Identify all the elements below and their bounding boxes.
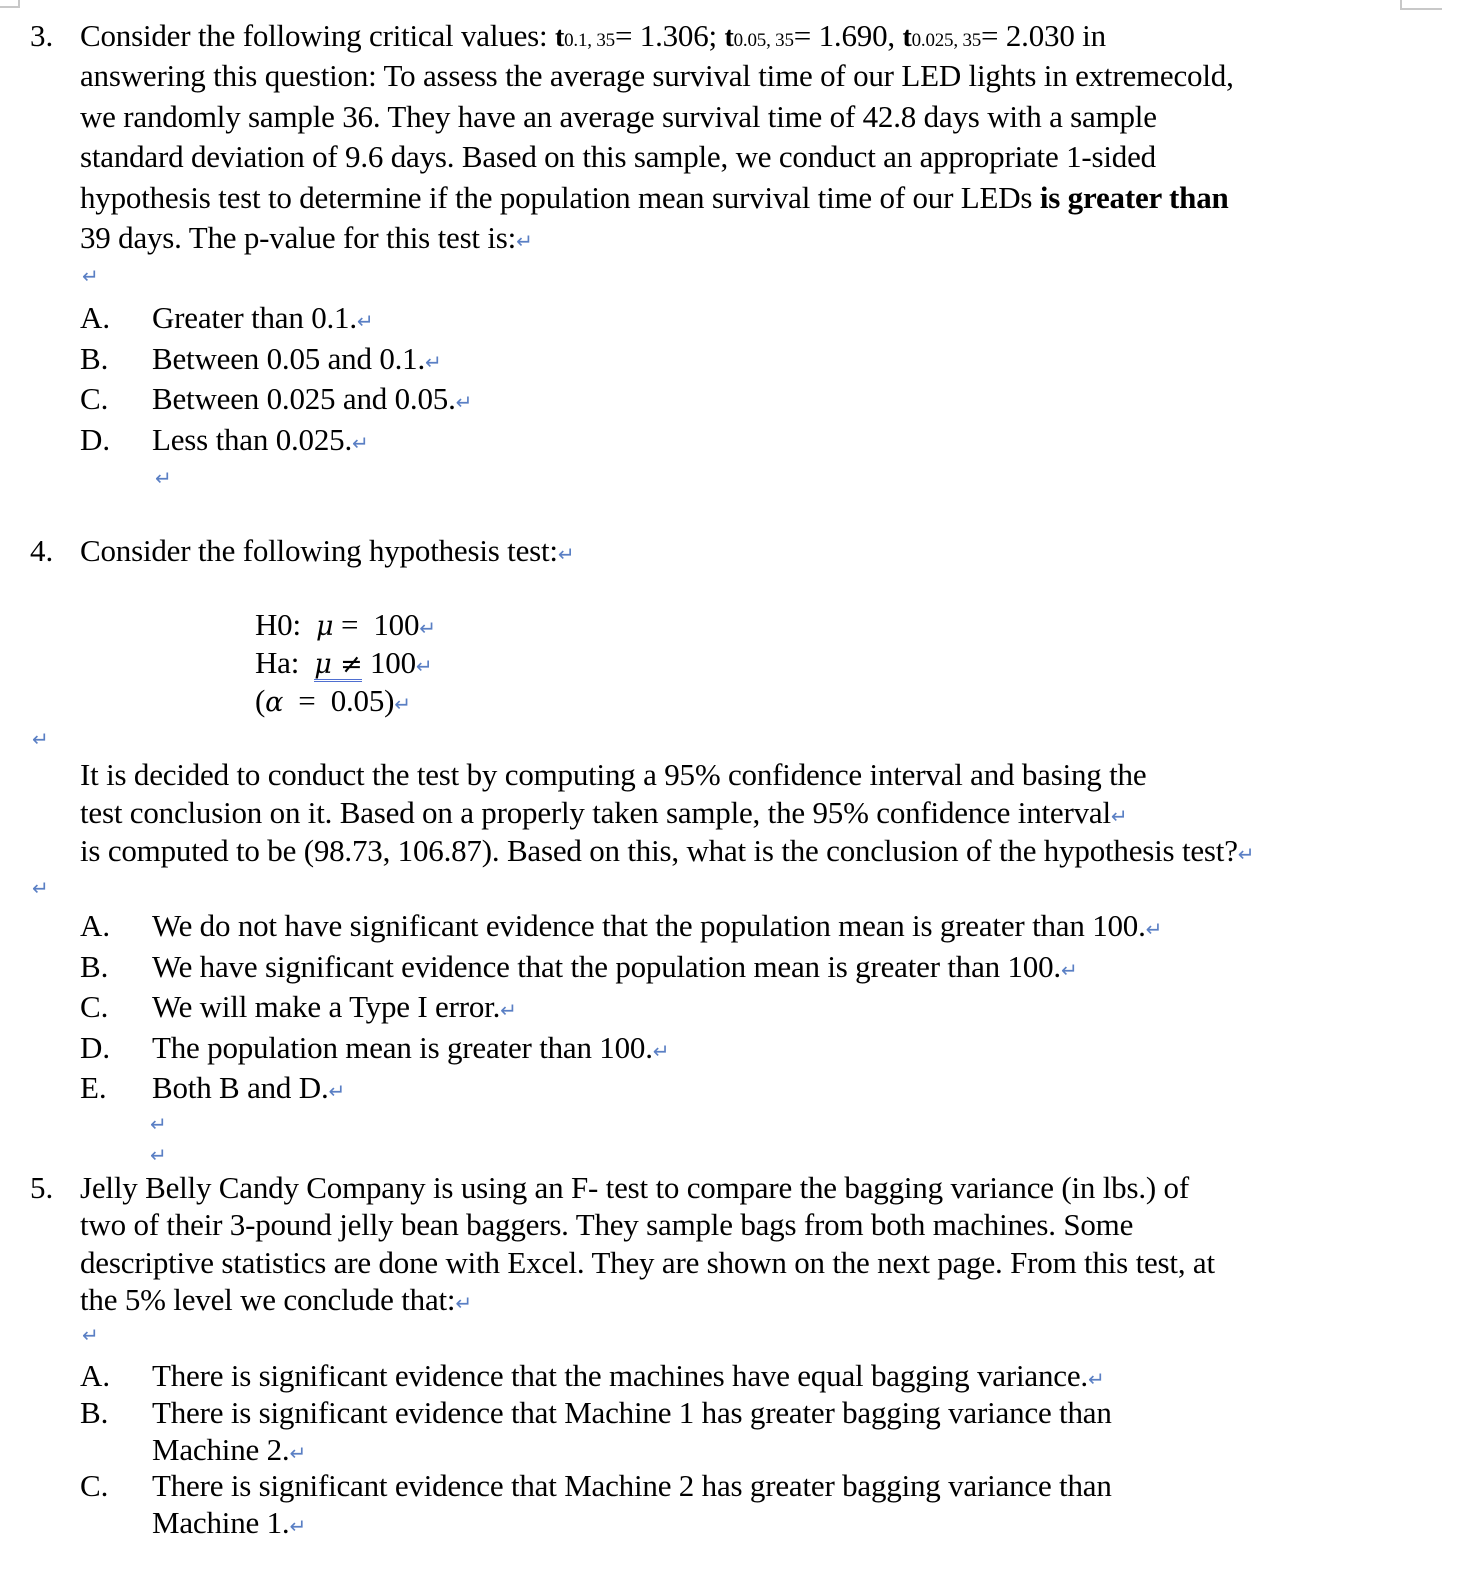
- paragraph-mark-icon: ↵: [1237, 842, 1255, 866]
- question-5-line-2: two of their 3-pound jelly bean baggers. They sample bags from both machines. Some: [80, 1207, 1134, 1242]
- question-3-option-a-letter: A.: [80, 300, 111, 335]
- paragraph-mark-icon: ↵: [425, 350, 442, 374]
- question-3-option-b-letter: B.: [80, 341, 109, 376]
- question-4-intro: Consider the following hypothesis test:↵: [80, 533, 575, 568]
- paragraph-mark-icon: ↵: [394, 692, 411, 716]
- question-4-paragraph-line-2: test conclusion on it. Based on a properly taken sample, the 95% confidence interval↵: [80, 795, 1128, 830]
- question-3-line-5: hypothesis test to determine if the population mean survival time of our LEDs is greater than: [80, 180, 1229, 215]
- question-4-option-b-letter: B.: [80, 949, 109, 984]
- question-4-option-e: Both B and D.↵: [152, 1070, 346, 1105]
- paragraph-mark-icon: ↵: [557, 542, 575, 566]
- paragraph-mark-icon: ↵: [352, 431, 369, 455]
- paragraph-mark-icon: ↵: [82, 264, 99, 288]
- paragraph-mark-icon: ↵: [652, 1039, 670, 1063]
- spellcheck-underline: μ ≠: [314, 649, 363, 680]
- paragraph-mark-icon: ↵: [1145, 917, 1163, 941]
- question-5-line-4: the 5% level we conclude that:↵: [80, 1282, 472, 1317]
- question-3-number: 3.: [30, 18, 54, 53]
- question-3-option-c: Between 0.025 and 0.05.↵: [152, 381, 473, 416]
- null-hypothesis: H0: μ = 100↵: [255, 607, 436, 642]
- question-3-option-a: Greater than 0.1.↵: [152, 300, 374, 335]
- question-4-paragraph-line-1: It is decided to conduct the test by computing a 95% confidence interval and basing the: [80, 757, 1147, 792]
- question-3-critical-values: Consider the following critical values: t0.1, 35= 1.306; t0.05, 35= 1.690, t0.025, 35= 2.030 in: [80, 18, 1106, 53]
- question-5-option-b-line-1: There is significant evidence that Machine 1 has greater bagging variance than: [152, 1395, 1112, 1430]
- paragraph-mark-icon: ↵: [289, 1514, 307, 1538]
- question-3-line-2: answering this question: To assess the average survival time of our LED lights in extremecold,: [80, 58, 1234, 93]
- question-4-option-a-letter: A.: [80, 908, 111, 943]
- question-4-option-c-letter: C.: [80, 989, 109, 1024]
- paragraph-mark-icon: ↵: [1087, 1367, 1105, 1391]
- question-4-number: 4.: [30, 533, 54, 568]
- paragraph-mark-icon: ↵: [455, 390, 473, 414]
- question-5-option-c-line-2: Machine 1.↵: [152, 1505, 307, 1540]
- paragraph-mark-icon: ↵: [150, 1143, 167, 1167]
- question-5-option-b-line-2: Machine 2.↵: [152, 1432, 307, 1467]
- question-4-option-d: The population mean is greater than 100.↵: [152, 1030, 670, 1065]
- paragraph-mark-icon: ↵: [328, 1079, 346, 1103]
- paragraph-mark-icon: ↵: [500, 998, 517, 1022]
- question-5-option-b-letter: B.: [80, 1395, 109, 1430]
- question-3-option-c-letter: C.: [80, 381, 109, 416]
- question-4-paragraph-line-3: is computed to be (98.73, 106.87). Based on this, what is the conclusion of the hypothesis test?↵: [80, 833, 1255, 868]
- crop-mark-top-right: [1400, 0, 1442, 10]
- paragraph-mark-icon: ↵: [1110, 804, 1128, 828]
- alternative-hypothesis: Ha: μ ≠ 100↵: [255, 645, 433, 680]
- question-5-option-a-letter: A.: [80, 1358, 111, 1393]
- crop-mark-top-left: [0, 0, 20, 8]
- paragraph-mark-icon: ↵: [32, 727, 49, 751]
- question-5-option-c-letter: C.: [80, 1468, 109, 1503]
- significance-level: (α = 0.05)↵: [255, 683, 411, 718]
- question-3-line-4: standard deviation of 9.6 days. Based on this sample, we conduct an appropriate 1-sided: [80, 139, 1156, 174]
- question-5-line-3: descriptive statistics are done with Excel. They are shown on the next page. From this test, at: [80, 1245, 1215, 1280]
- paragraph-mark-icon: ↵: [415, 654, 433, 678]
- question-3-line-6: 39 days. The p-value for this test is:↵: [80, 220, 533, 255]
- paragraph-mark-icon: ↵: [1060, 958, 1078, 982]
- question-3-option-d-letter: D.: [80, 422, 111, 457]
- question-4-option-e-letter: E.: [80, 1070, 107, 1105]
- paragraph-mark-icon: ↵: [82, 1323, 99, 1347]
- paragraph-mark-icon: ↵: [455, 1291, 472, 1315]
- question-4-option-a: We do not have significant evidence that the population mean is greater than 100.↵: [152, 908, 1163, 943]
- question-3-option-b: Between 0.05 and 0.1.↵: [152, 341, 442, 376]
- question-4-option-c: We will make a Type I error.↵: [152, 989, 517, 1024]
- question-5-number: 5.: [30, 1170, 54, 1205]
- question-4-option-b: We have significant evidence that the population mean is greater than 100.↵: [152, 949, 1078, 984]
- paragraph-mark-icon: ↵: [516, 229, 533, 253]
- paragraph-mark-icon: ↵: [356, 309, 374, 333]
- question-3-line-3: we randomly sample 36. They have an average survival time of 42.8 days with a sample: [80, 99, 1157, 134]
- question-4-option-d-letter: D.: [80, 1030, 111, 1065]
- paragraph-mark-icon: ↵: [289, 1441, 307, 1465]
- question-5-line-1: Jelly Belly Candy Company is using an F- test to compare the bagging variance (in lbs.) of: [80, 1170, 1189, 1205]
- paragraph-mark-icon: ↵: [419, 616, 436, 640]
- question-5-option-c-line-1: There is significant evidence that Machine 2 has greater bagging variance than: [152, 1468, 1112, 1503]
- question-5-option-a: There is significant evidence that the machines have equal bagging variance.↵: [152, 1358, 1105, 1393]
- paragraph-mark-icon: ↵: [32, 876, 49, 900]
- paragraph-mark-icon: ↵: [150, 1112, 167, 1136]
- question-3-option-d: Less than 0.025.↵: [152, 422, 369, 457]
- paragraph-mark-icon: ↵: [155, 466, 172, 490]
